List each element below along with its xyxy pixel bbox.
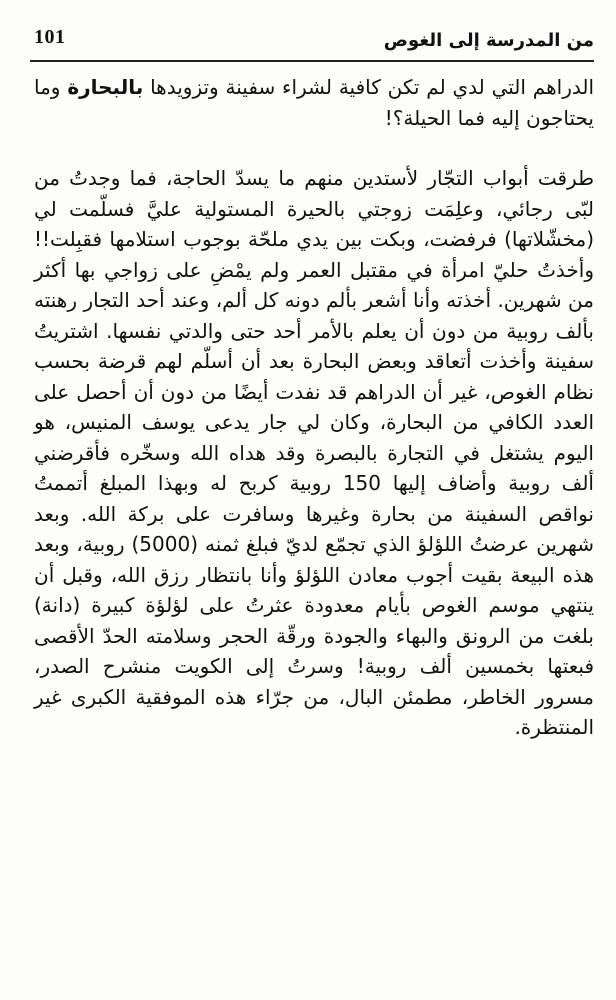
paragraph-1-end: وما يحتاجون إليه فما الحيلة؟!	[34, 75, 594, 130]
paragraph-2: طرقت أبواب التجّار لأستدين منهم ما يسدّ الحاجة، فما وجدتُ من لبّى رجائي، وعلِمَت زوجتي بالحيرة المستولية عليَّ فسلّمت لي (مخشّلاتها) فرفضت، وبكت بين يدي ملحّة بوجوب استلامها فقبِلت!! وأخذتُ حليّ امرأة في مقتبل العمر ولم يمْضِ على زواجي بها أكثر من شهرين. أخذته وأنا أشعر بألم دونه كل ألم، وعند أحد التجار رهنته بألف روبية من دون أن يعلم بالأمر أحد حتى والدتي نفسها. اشتريتُ سفينة وأخذت أتعاقد وبعض البحارة بعد أن أسلّم لهم قرضة بحسب نظام الغوص، غير أن الدراهم قد نفدت أيضًا من دون أن أحصل على العدد الكافي من البحارة، وكان لي جار يدعى يوسف المنيس، هو اليوم يشتغل في التجارة بالبصرة وقد هداه الله وسخّره فأقرضني ألف روبية وأضاف إليها 150 روبية كربح له وبهذا المبلغ أتممتُ نواقص السفينة من بحارة وغيرها وسافرت على بركة الله. وبعد شهرين عرضتُ اللؤلؤ الذي تجمّع لديّ فبلغ ثمنه (5000) روبية، وبعد هذه البيعة بقيت أجوب معادن اللؤلؤ وأنا بانتظار رزق الله، وقبل أن ينتهي موسم الغوص بأيام معدودة عثرتُ على لؤلؤة كبيرة (دانة) بلغت من الرونق والبهاء والجودة ورقّة الحجر وسلامته الحدّ الأقصى فبعتها بخمسين ألف روبية! وسرتُ إلى الكويت منشرح الصدر، مسرور الخاطر، مطمئن البال، من جرّاء هذه الموفقية الكبرى غير المنتظرة.	[34, 166, 594, 739]
header-rule	[30, 60, 594, 62]
body-text	[34, 72, 594, 743]
page-number: 101	[34, 26, 66, 48]
bold-word: بالبحارة	[67, 75, 144, 99]
running-title: من المدرسة إلى الغوص	[383, 30, 594, 51]
page-header	[32, 22, 594, 62]
paragraph-1-start: الدراهم التي لدي لم تكن كافية لشراء سفينة وتزويدها	[143, 75, 595, 99]
paragraph-1	[34, 72, 594, 133]
